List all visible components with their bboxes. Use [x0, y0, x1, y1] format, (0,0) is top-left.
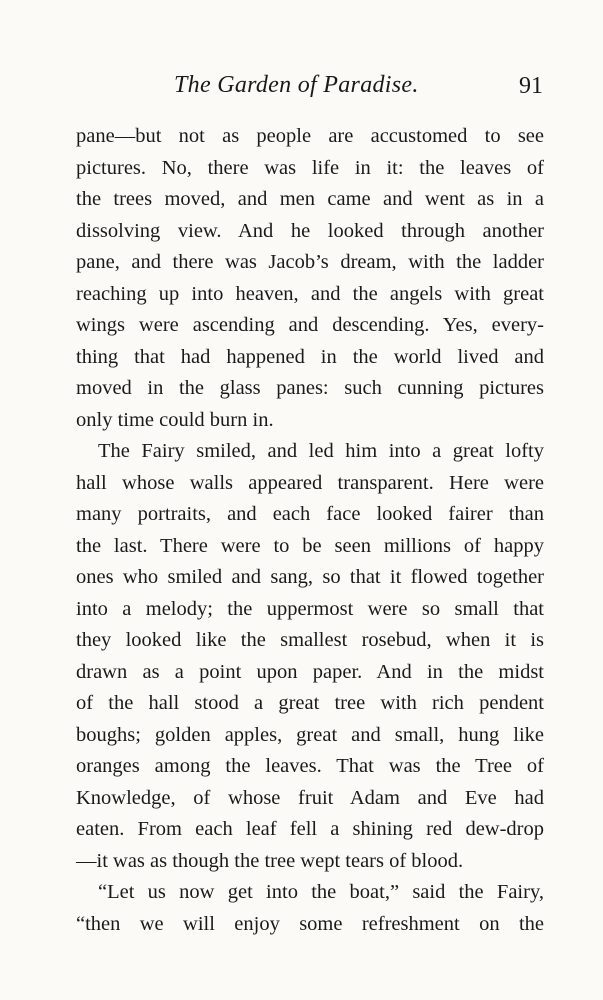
text-line: pane, and there was Jacob’s dream, with the ladder — [76, 251, 544, 273]
text-line: the last. There were to be seen millions of happy — [76, 534, 544, 557]
text-line: wings were ascending and descending. Yes, every- — [76, 314, 544, 336]
text-line: drawn as a point upon paper. And in the midst — [76, 660, 544, 683]
text-line: of the hall stood a great tree with rich pendent — [76, 692, 544, 714]
text-line: “then we will enjoy some refreshment on the — [76, 912, 544, 935]
text-line: many portraits, and each face looked fairer than — [76, 503, 544, 525]
text-line: eaten. From each leaf fell a shining red dew-drop — [76, 818, 544, 840]
text-line: boughs; golden apples, great and small, hung like — [76, 723, 544, 746]
text-line: dissolving view. And he looked through another — [76, 219, 544, 242]
paragraph-start-line: The Fairy smiled, and led him into a great lofty — [98, 440, 544, 462]
page-number: 91 — [519, 73, 543, 99]
page-header — [76, 72, 543, 104]
text-line: hall whose walls appeared transparent. Here were — [76, 471, 544, 494]
text-line: Knowledge, of whose fruit Adam and Eve had — [76, 786, 544, 809]
text-line: —it was as though the tree wept tears of blood. — [76, 849, 464, 872]
text-line: oranges among the leaves. That was the Tree of — [76, 755, 544, 777]
text-line: they looked like the smallest rosebud, when it is — [76, 629, 544, 651]
text-line: ones who smiled and sang, so that it flowed together — [76, 566, 544, 588]
paragraph-start-line: “Let us now get into the boat,” said the Fairy, — [98, 881, 544, 903]
running-title: The Garden of Paradise. — [174, 72, 419, 98]
text-line: into a melody; the uppermost were so small that — [76, 597, 544, 620]
text-line: the trees moved, and men came and went as in a — [76, 188, 544, 210]
text-line: pane—but not as people are accustomed to see — [76, 125, 544, 147]
text-line: pictures. No, there was life in it: the leaves of — [76, 156, 544, 179]
text-line: reaching up into heaven, and the angels with great — [76, 282, 544, 305]
text-line: moved in the glass panes: such cunning pictures — [76, 377, 544, 399]
text-line: only time could burn in. — [76, 408, 274, 431]
text-line: thing that had happened in the world lived and — [76, 345, 544, 368]
body-text — [76, 121, 544, 940]
